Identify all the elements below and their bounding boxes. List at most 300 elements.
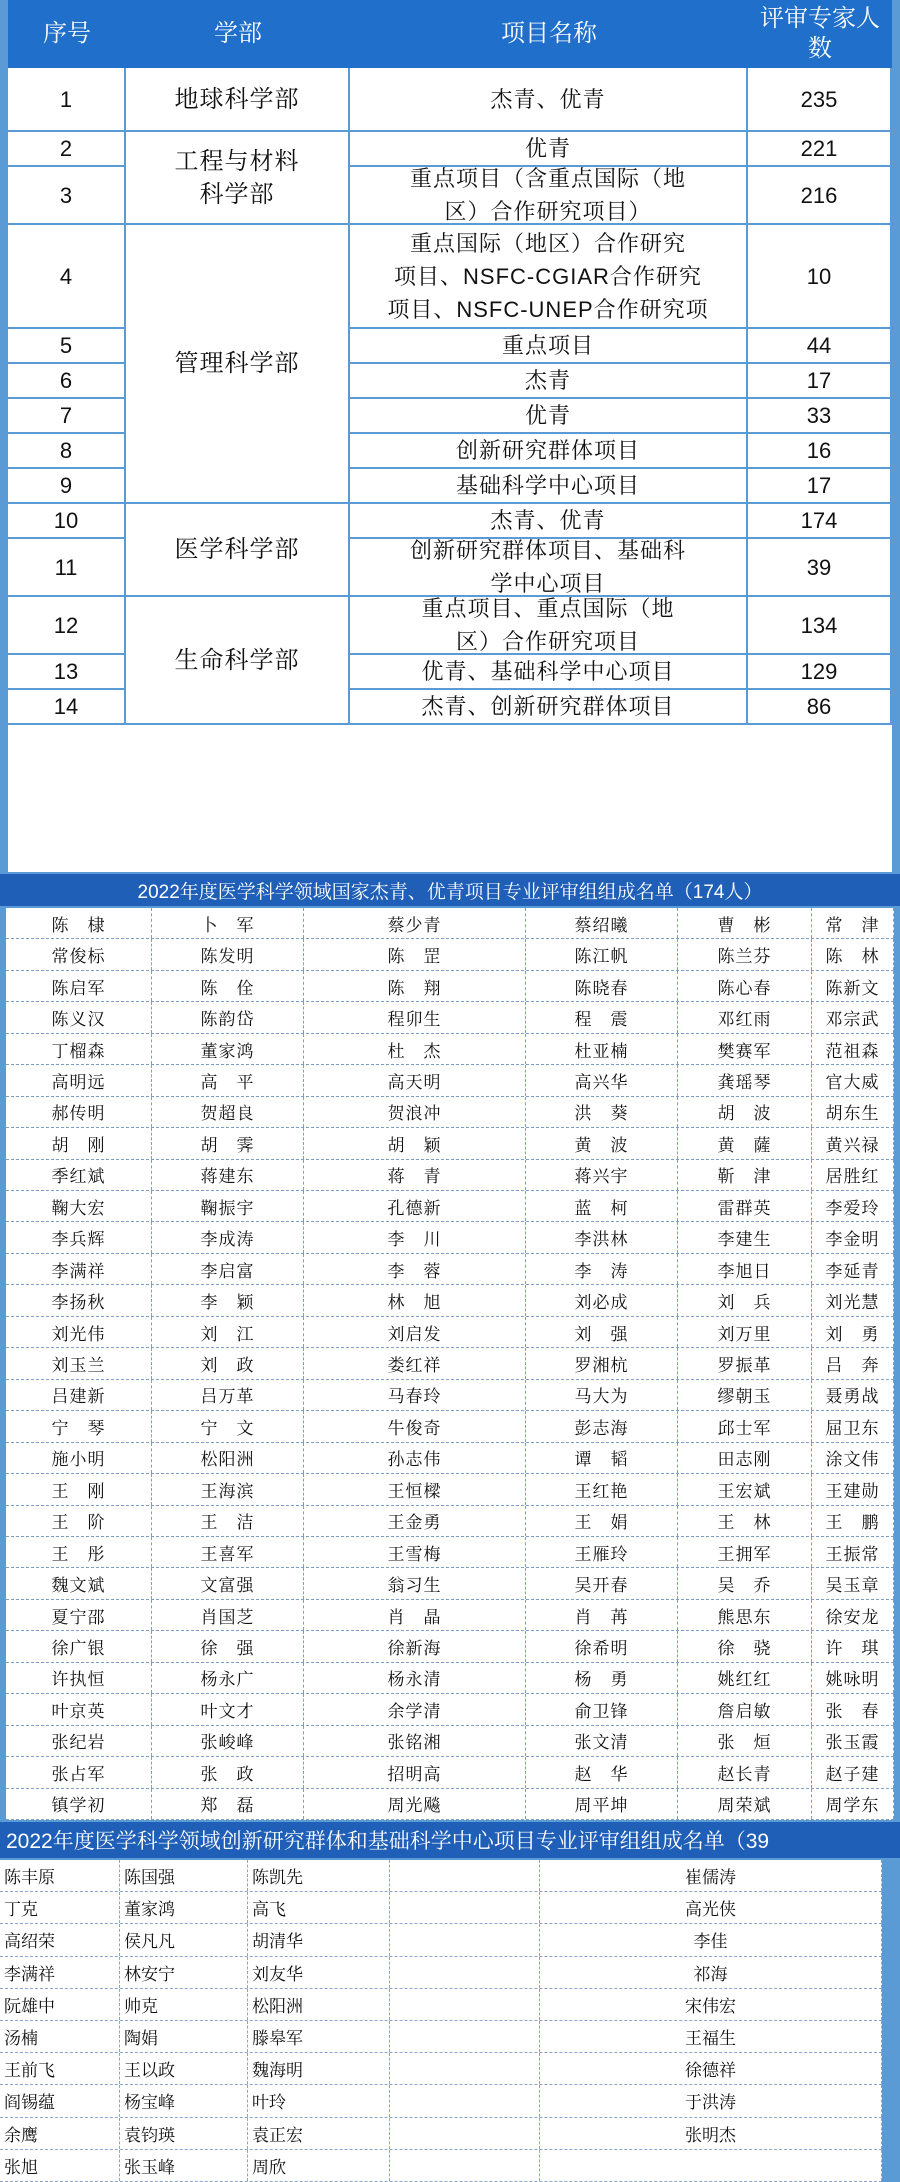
expert-name: 高天明 xyxy=(304,1065,526,1095)
expert-name: 祁海 xyxy=(540,1957,882,1988)
table-row xyxy=(6,1348,894,1379)
expert-name: 吴开春 xyxy=(526,1568,678,1598)
expert-name: 翁习生 xyxy=(304,1568,526,1598)
department-name xyxy=(126,132,350,225)
expert-name xyxy=(390,2085,540,2116)
expert-name: 刘 政 xyxy=(152,1348,304,1378)
table-row xyxy=(6,1254,894,1285)
project-name-line: 学中心项目 xyxy=(490,571,606,596)
table-row xyxy=(6,1317,894,1348)
expert-name: 陈 罡 xyxy=(304,939,526,969)
expert-name: 李延青 xyxy=(812,1254,894,1284)
expert-name: 张玉峰 xyxy=(120,2150,248,2181)
expert-name: 杜 杰 xyxy=(304,1034,526,1064)
expert-name: 镇学初 xyxy=(6,1789,152,1819)
expert-name: 聂勇战 xyxy=(812,1380,894,1410)
table-row xyxy=(0,1892,882,1924)
project-name-line: 重点项目（含重点国际（地 xyxy=(409,166,686,191)
department-name xyxy=(126,68,350,132)
expert-name: 卜 军 xyxy=(152,908,304,938)
expert-name: 陈 棣 xyxy=(6,908,152,938)
expert-name: 李兵辉 xyxy=(6,1222,152,1252)
expert-name xyxy=(390,2150,540,2181)
department-name-line: 地球科学部 xyxy=(174,85,300,113)
expert-name: 刘玉兰 xyxy=(6,1348,152,1378)
row-number: 5 xyxy=(8,329,126,364)
expert-name: 徐希明 xyxy=(526,1631,678,1661)
expert-name: 蒋兴宇 xyxy=(526,1160,678,1190)
expert-name xyxy=(390,2053,540,2084)
expert-name: 吴玉章 xyxy=(812,1568,894,1598)
department-name-line: 生命科学部 xyxy=(174,646,300,674)
jieqing-youqing-panel-table xyxy=(6,908,894,1820)
project-name-line: 区）合作研究项目 xyxy=(455,629,640,654)
expert-name: 张 烜 xyxy=(678,1726,812,1756)
expert-count-table xyxy=(8,0,892,872)
expert-name: 陈发明 xyxy=(152,939,304,969)
expert-name: 周学东 xyxy=(812,1789,894,1819)
expert-name: 姚红红 xyxy=(678,1663,812,1693)
expert-name: 马大为 xyxy=(526,1380,678,1410)
expert-name: 许 琪 xyxy=(812,1631,894,1661)
expert-count: 216 xyxy=(748,167,892,225)
expert-name: 罗振革 xyxy=(678,1348,812,1378)
expert-name: 官大威 xyxy=(812,1065,894,1095)
expert-name xyxy=(390,1860,540,1891)
expert-name: 詹启敏 xyxy=(678,1694,812,1724)
expert-name: 蓝 柯 xyxy=(526,1191,678,1221)
expert-name: 徐德祥 xyxy=(540,2053,882,2084)
expert-count: 235 xyxy=(748,68,892,132)
project-name-line: 项目、NSFC-CGIAR合作研究 xyxy=(394,263,702,289)
table-row xyxy=(6,1757,894,1788)
project-name xyxy=(350,655,748,690)
expert-name: 陈国强 xyxy=(120,1860,248,1891)
expert-name: 陈韵岱 xyxy=(152,1002,304,1032)
project-name-line: 重点项目 xyxy=(501,333,594,358)
expert-name: 叶文才 xyxy=(152,1694,304,1724)
header-count-line2: 数 xyxy=(808,35,832,62)
expert-name: 李爱玲 xyxy=(812,1191,894,1221)
table-row xyxy=(6,1380,894,1411)
project-name xyxy=(350,225,748,329)
expert-name: 张占军 xyxy=(6,1757,152,1787)
row-number: 6 xyxy=(8,364,126,399)
row-number: 7 xyxy=(8,399,126,434)
expert-name: 李成涛 xyxy=(152,1222,304,1252)
expert-name: 王前飞 xyxy=(0,2053,120,2084)
expert-name: 李 涛 xyxy=(526,1254,678,1284)
expert-name: 吕 奔 xyxy=(812,1348,894,1378)
expert-count: 16 xyxy=(748,434,892,469)
expert-name: 姚咏明 xyxy=(812,1663,894,1693)
project-name xyxy=(350,399,748,434)
expert-name: 徐安龙 xyxy=(812,1600,894,1630)
header-count-line1: 评审专家人 xyxy=(760,5,880,32)
expert-name: 张旭 xyxy=(0,2150,120,2181)
expert-name: 滕皋军 xyxy=(248,2021,390,2052)
department-name-line: 管理科学部 xyxy=(174,350,300,377)
row-number: 8 xyxy=(8,434,126,469)
expert-name: 林 旭 xyxy=(304,1285,526,1315)
header-department: 学部 xyxy=(214,20,262,47)
expert-name: 吕万革 xyxy=(152,1380,304,1410)
expert-name: 侯凡凡 xyxy=(120,1924,248,1955)
expert-name: 涂文伟 xyxy=(812,1443,894,1473)
expert-name: 李金明 xyxy=(812,1222,894,1252)
expert-name: 肖 晶 xyxy=(304,1600,526,1630)
expert-name: 吴 乔 xyxy=(678,1568,812,1598)
expert-name: 张明杰 xyxy=(540,2118,882,2149)
expert-name: 李佳 xyxy=(540,1924,882,1955)
expert-name: 陈凯先 xyxy=(248,1860,390,1891)
table-row xyxy=(6,1443,894,1474)
expert-name: 曹 彬 xyxy=(678,908,812,938)
expert-name: 刘友华 xyxy=(248,1957,390,1988)
project-name xyxy=(350,434,748,469)
project-name-line: 重点项目、重点国际（地 xyxy=(421,596,675,621)
expert-name: 袁正宏 xyxy=(248,2118,390,2149)
table-row xyxy=(6,1474,894,1505)
expert-name: 丁克 xyxy=(0,1892,120,1923)
section-title-1: 2022年度医学科学领域国家杰青、优青项目专业评审组组成名单（174人） xyxy=(0,874,900,906)
expert-name: 陈心春 xyxy=(678,971,812,1001)
expert-name: 宁 文 xyxy=(152,1411,304,1441)
expert-name: 王雪梅 xyxy=(304,1537,526,1567)
department-name xyxy=(126,504,350,597)
expert-name: 张铭湘 xyxy=(304,1726,526,1756)
innovation-group-panel-table xyxy=(0,1860,882,2182)
expert-name: 季红斌 xyxy=(6,1160,152,1190)
expert-name: 松阳洲 xyxy=(152,1443,304,1473)
table-row xyxy=(6,1065,894,1096)
expert-name: 肖国芝 xyxy=(152,1600,304,1630)
expert-name xyxy=(390,1924,540,1955)
expert-name: 谭 韬 xyxy=(526,1443,678,1473)
expert-count: 174 xyxy=(748,504,892,539)
expert-name: 刘 强 xyxy=(526,1317,678,1347)
expert-name: 邓红雨 xyxy=(678,1002,812,1032)
table-row xyxy=(6,1568,894,1599)
expert-name: 胡 波 xyxy=(678,1097,812,1127)
project-name xyxy=(350,597,748,655)
expert-name: 高绍荣 xyxy=(0,1924,120,1955)
project-name xyxy=(350,329,748,364)
expert-name: 刘 江 xyxy=(152,1317,304,1347)
expert-name: 蔡绍曦 xyxy=(526,908,678,938)
expert-name: 王宏斌 xyxy=(678,1474,812,1504)
table-row xyxy=(6,1002,894,1033)
project-name-line: 项目、NSFC-UNEP合作研究项 xyxy=(387,296,709,322)
expert-name: 胡 刚 xyxy=(6,1128,152,1158)
expert-name: 王 洁 xyxy=(152,1506,304,1536)
expert-name: 张玉霞 xyxy=(812,1726,894,1756)
expert-name: 余鹰 xyxy=(0,2118,120,2149)
expert-name: 陈兰芬 xyxy=(678,939,812,969)
expert-name xyxy=(390,1989,540,2020)
expert-name: 招明高 xyxy=(304,1757,526,1787)
table-row xyxy=(0,1860,882,1892)
expert-name: 王以政 xyxy=(120,2053,248,2084)
expert-count: 33 xyxy=(748,399,892,434)
row-number: 4 xyxy=(8,225,126,329)
expert-count: 17 xyxy=(748,469,892,504)
expert-name: 张纪岩 xyxy=(6,1726,152,1756)
table-row xyxy=(0,1924,882,1956)
expert-name: 常 津 xyxy=(812,908,894,938)
expert-count: 39 xyxy=(748,539,892,597)
expert-name: 于洪涛 xyxy=(540,2085,882,2116)
project-name xyxy=(350,539,748,597)
expert-name: 王振常 xyxy=(812,1537,894,1567)
table-row xyxy=(6,971,894,1002)
table-row xyxy=(6,939,894,970)
expert-name: 王 娟 xyxy=(526,1506,678,1536)
row-number: 12 xyxy=(8,597,126,655)
expert-name: 文富强 xyxy=(152,1568,304,1598)
expert-name: 蒋建东 xyxy=(152,1160,304,1190)
expert-name: 杨永广 xyxy=(152,1663,304,1693)
expert-name: 徐新海 xyxy=(304,1631,526,1661)
row-number: 1 xyxy=(8,68,126,132)
expert-name xyxy=(390,1892,540,1923)
header-project: 项目名称 xyxy=(501,20,597,47)
expert-name: 吕建新 xyxy=(6,1380,152,1410)
expert-name: 陈 林 xyxy=(812,939,894,969)
table-row xyxy=(6,1097,894,1128)
expert-count: 134 xyxy=(748,597,892,655)
table-row xyxy=(6,1600,894,1631)
row-number: 3 xyxy=(8,167,126,225)
expert-name: 李 颖 xyxy=(152,1285,304,1315)
expert-name: 赵子建 xyxy=(812,1757,894,1787)
expert-name: 刘 兵 xyxy=(678,1285,812,1315)
department-name xyxy=(126,225,350,504)
expert-name: 樊赛军 xyxy=(678,1034,812,1064)
expert-name: 高飞 xyxy=(248,1892,390,1923)
expert-name: 王福生 xyxy=(540,2021,882,2052)
expert-name: 李扬秋 xyxy=(6,1285,152,1315)
row-number: 10 xyxy=(8,504,126,539)
expert-name: 罗湘杭 xyxy=(526,1348,678,1378)
row-number: 13 xyxy=(8,655,126,690)
expert-name: 熊思东 xyxy=(678,1600,812,1630)
expert-name: 王雁玲 xyxy=(526,1537,678,1567)
table-row xyxy=(0,2053,882,2085)
project-name xyxy=(350,68,748,132)
expert-name: 范祖森 xyxy=(812,1034,894,1064)
project-name-line: 基础科学中心项目 xyxy=(455,473,640,498)
expert-name: 高明远 xyxy=(6,1065,152,1095)
expert-name: 靳 津 xyxy=(678,1160,812,1190)
expert-name: 高光侠 xyxy=(540,1892,882,1923)
expert-name: 赵长青 xyxy=(678,1757,812,1787)
expert-name: 肖 苒 xyxy=(526,1600,678,1630)
project-name-line: 杰青、优青 xyxy=(490,86,606,112)
table-row xyxy=(0,2085,882,2117)
expert-name: 王 林 xyxy=(678,1506,812,1536)
expert-name: 雷群英 xyxy=(678,1191,812,1221)
expert-name: 王建勋 xyxy=(812,1474,894,1504)
expert-count: 86 xyxy=(748,690,892,725)
expert-name: 刘光慧 xyxy=(812,1285,894,1315)
expert-name: 王 刚 xyxy=(6,1474,152,1504)
table-row xyxy=(0,1989,882,2021)
section-title-2: 2022年度医学科学领域创新研究群体和基础科学中心项目专业评审组组成名单（39 xyxy=(0,1822,900,1858)
project-name-line: 杰青 xyxy=(524,368,571,393)
expert-name: 娄红祥 xyxy=(304,1348,526,1378)
expert-name: 李 蓉 xyxy=(304,1254,526,1284)
expert-name: 董家鸿 xyxy=(152,1034,304,1064)
expert-count: 17 xyxy=(748,364,892,399)
expert-name: 陈江帆 xyxy=(526,939,678,969)
expert-name xyxy=(390,1957,540,1988)
expert-name: 黄 薩 xyxy=(678,1128,812,1158)
expert-name: 杨 勇 xyxy=(526,1663,678,1693)
expert-name: 王 阶 xyxy=(6,1506,152,1536)
table-row xyxy=(6,1034,894,1065)
expert-count: 44 xyxy=(748,329,892,364)
expert-name: 陈启军 xyxy=(6,971,152,1001)
expert-name: 胡 颖 xyxy=(304,1128,526,1158)
table-body xyxy=(8,68,892,872)
table-row xyxy=(0,1957,882,1989)
expert-name: 魏文斌 xyxy=(6,1568,152,1598)
table-row xyxy=(6,1191,894,1222)
project-name xyxy=(350,690,748,725)
header-count xyxy=(748,0,892,68)
row-number: 14 xyxy=(8,690,126,725)
table-row xyxy=(6,1128,894,1159)
expert-name: 阮雄中 xyxy=(0,1989,120,2020)
expert-name: 张峻峰 xyxy=(152,1726,304,1756)
expert-name: 陈晓春 xyxy=(526,971,678,1001)
expert-name: 郑 磊 xyxy=(152,1789,304,1819)
expert-name: 刘启发 xyxy=(304,1317,526,1347)
expert-name: 黄 波 xyxy=(526,1128,678,1158)
expert-name: 刘必成 xyxy=(526,1285,678,1315)
expert-name: 李满祥 xyxy=(0,1957,120,1988)
expert-count: 129 xyxy=(748,655,892,690)
table-row xyxy=(0,2118,882,2150)
expert-name: 居胜红 xyxy=(812,1160,894,1190)
project-name-line: 区）合作研究项目） xyxy=(444,199,652,224)
project-name-line: 优青 xyxy=(524,403,571,428)
expert-name: 张 政 xyxy=(152,1757,304,1787)
project-name-line: 创新研究群体项目 xyxy=(455,438,640,463)
project-name xyxy=(350,364,748,399)
expert-name: 王红艳 xyxy=(526,1474,678,1504)
expert-name: 鞠振宇 xyxy=(152,1191,304,1221)
expert-name: 李 川 xyxy=(304,1222,526,1252)
department-name-line: 医学科学部 xyxy=(174,536,300,563)
expert-name: 王 鹏 xyxy=(812,1506,894,1536)
expert-name: 孙志伟 xyxy=(304,1443,526,1473)
expert-name xyxy=(390,2021,540,2052)
table-row xyxy=(6,1789,894,1820)
expert-name: 邓宗武 xyxy=(812,1002,894,1032)
expert-name: 蒋 青 xyxy=(304,1160,526,1190)
project-name-line: 创新研究群体项目、基础科 xyxy=(409,538,686,563)
header-no: 序号 xyxy=(43,20,91,47)
expert-name: 洪 葵 xyxy=(526,1097,678,1127)
department-name-line: 科学部 xyxy=(199,180,275,208)
expert-name: 牛俊奇 xyxy=(304,1411,526,1441)
department-name-line: 工程与材料 xyxy=(174,147,300,175)
row-number: 9 xyxy=(8,469,126,504)
expert-name: 张 春 xyxy=(812,1694,894,1724)
project-name-line: 杰青、创新研究群体项目 xyxy=(421,694,675,719)
department-name xyxy=(126,597,350,725)
expert-name: 杜亚楠 xyxy=(526,1034,678,1064)
table-row xyxy=(6,1160,894,1191)
project-name-line: 杰青、优青 xyxy=(490,508,606,533)
table-row xyxy=(6,1663,894,1694)
expert-name: 贺浪冲 xyxy=(304,1097,526,1127)
expert-name: 俞卫锋 xyxy=(526,1694,678,1724)
expert-name: 阎锡蕴 xyxy=(0,2085,120,2116)
table-row xyxy=(6,908,894,939)
expert-name: 徐 骁 xyxy=(678,1631,812,1661)
expert-name: 杨永清 xyxy=(304,1663,526,1693)
expert-name: 徐广银 xyxy=(6,1631,152,1661)
expert-name: 胡清华 xyxy=(248,1924,390,1955)
expert-name: 陈 佺 xyxy=(152,971,304,1001)
expert-name: 刘 勇 xyxy=(812,1317,894,1347)
expert-name: 周荣斌 xyxy=(678,1789,812,1819)
expert-name: 松阳洲 xyxy=(248,1989,390,2020)
expert-name: 叶京英 xyxy=(6,1694,152,1724)
expert-name: 王拥军 xyxy=(678,1537,812,1567)
table-row xyxy=(6,1694,894,1725)
expert-name: 宁 琴 xyxy=(6,1411,152,1441)
expert-name: 宋伟宏 xyxy=(540,1989,882,2020)
expert-name: 屈卫东 xyxy=(812,1411,894,1441)
expert-name: 崔儒涛 xyxy=(540,1860,882,1891)
expert-name: 林安宁 xyxy=(120,1957,248,1988)
expert-name: 陈 翔 xyxy=(304,971,526,1001)
expert-name xyxy=(390,2118,540,2149)
project-name-line: 重点国际（地区）合作研究 xyxy=(409,230,686,256)
expert-count: 10 xyxy=(748,225,892,329)
expert-name: 王金勇 xyxy=(304,1506,526,1536)
expert-name: 陈义汉 xyxy=(6,1002,152,1032)
row-number: 2 xyxy=(8,132,126,167)
expert-name: 李建生 xyxy=(678,1222,812,1252)
expert-name: 胡东生 xyxy=(812,1097,894,1127)
expert-name: 董家鸿 xyxy=(120,1892,248,1923)
expert-name: 王喜军 xyxy=(152,1537,304,1567)
table-row xyxy=(6,1506,894,1537)
table-row xyxy=(6,1537,894,1568)
expert-name: 王恒樑 xyxy=(304,1474,526,1504)
expert-name: 周光飚 xyxy=(304,1789,526,1819)
expert-name: 丁榴森 xyxy=(6,1034,152,1064)
expert-name: 程 震 xyxy=(526,1002,678,1032)
expert-name: 帅克 xyxy=(120,1989,248,2020)
expert-name: 王 彤 xyxy=(6,1537,152,1567)
expert-name: 程卯生 xyxy=(304,1002,526,1032)
expert-name: 赵 华 xyxy=(526,1757,678,1787)
expert-name: 李洪林 xyxy=(526,1222,678,1252)
expert-name: 李旭日 xyxy=(678,1254,812,1284)
expert-name: 黄兴禄 xyxy=(812,1128,894,1158)
expert-name: 缪朝玉 xyxy=(678,1380,812,1410)
expert-name: 蔡少青 xyxy=(304,908,526,938)
expert-name: 龚瑶琴 xyxy=(678,1065,812,1095)
expert-name: 陈丰原 xyxy=(0,1860,120,1891)
expert-name: 张文清 xyxy=(526,1726,678,1756)
